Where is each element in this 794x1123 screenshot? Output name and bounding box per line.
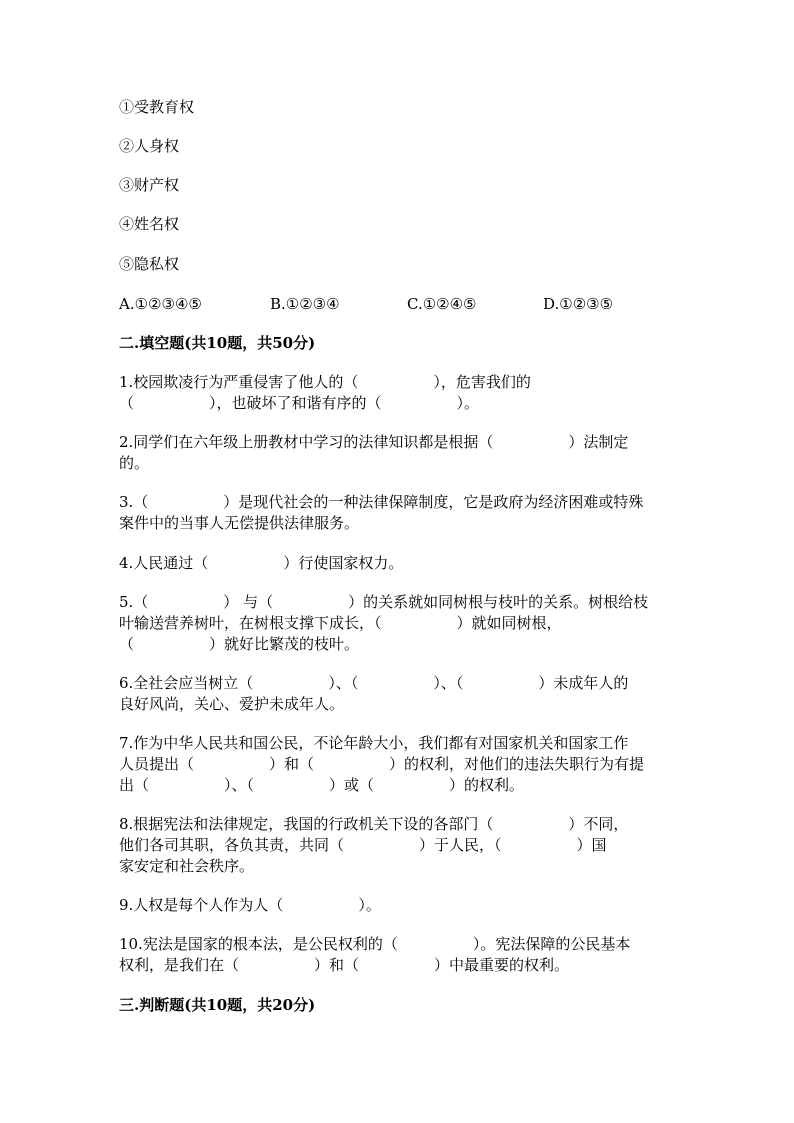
choice-option-a: A.①②③④⑤ bbox=[119, 295, 202, 313]
question-line: 他们各司其职，各负其责，共同（ ）于人民，（ ）国 bbox=[119, 836, 607, 854]
choice-item: ④姓名权 bbox=[119, 215, 180, 233]
choice-item: ②人身权 bbox=[119, 137, 180, 155]
question-line: 4.人民通过（ ）行使国家权力。 bbox=[119, 554, 404, 572]
section-title: 三.判断题(共10题，共20分) bbox=[119, 996, 316, 1014]
question-line: 人员提出（ ）和（ ）的权利，对他们的违法失职行为有提 bbox=[119, 755, 645, 773]
question-line: 5.（ ） 与（ ）的关系就如同树根与枝叶的关系。树根给枝 bbox=[119, 593, 649, 611]
question-line: （ ）就好比繁茂的枝叶。 bbox=[119, 635, 360, 653]
question-line: 出（ ）、（ ）或（ ）的权利。 bbox=[119, 776, 525, 794]
choice-item: ③财产权 bbox=[119, 176, 180, 194]
choice-item: ①受教育权 bbox=[119, 98, 195, 116]
question-line: 叶输送营养树叶，在树根支撑下成长，（ ）就如同树根， bbox=[119, 614, 562, 632]
question-line: 案件中的当事人无偿提供法律服务。 bbox=[119, 514, 360, 532]
question-line: 6.全社会应当树立（ ）、（ ）、（ ）未成年人的 bbox=[119, 674, 629, 692]
question-line: 3.（ ）是现代社会的一种法律保障制度，它是政府为经济困难或特殊 bbox=[119, 493, 644, 511]
choice-item: ⑤隐私权 bbox=[119, 255, 180, 273]
question-line: 权利，是我们在（ ）和（ ）中最重要的权利。 bbox=[119, 956, 570, 974]
choice-option-c: C.①②④⑤ bbox=[407, 295, 477, 313]
choice-option-d: D.①②③⑤ bbox=[543, 295, 614, 313]
question-line: 2.同学们在六年级上册教材中学习的法律知识都是根据（ ）法制定 bbox=[119, 433, 629, 451]
question-line: 1.校园欺凌行为严重侵害了他人的（ ），危害我们的 bbox=[119, 373, 531, 391]
question-line: 9.人权是每个人作为人（ ）。 bbox=[119, 896, 381, 914]
choice-option-b: B.①②③④ bbox=[270, 295, 340, 313]
question-line: 良好风尚，关心、爱护未成年人。 bbox=[119, 695, 345, 713]
question-line: （ ），也破坏了和谐有序的（ ）。 bbox=[119, 394, 480, 412]
question-line: 的。 bbox=[119, 454, 150, 472]
choice-options-row bbox=[119, 294, 679, 314]
question-line: 7.作为中华人民共和国公民，不论年龄大小，我们都有对国家机关和国家工作 bbox=[119, 734, 629, 752]
question-line: 10.宪法是国家的根本法，是公民权利的（ ）。宪法保障的公民基本 bbox=[119, 935, 631, 953]
section-title: 二.填空题(共10题，共50分) bbox=[119, 334, 316, 352]
question-line: 家安定和社会秩序。 bbox=[119, 857, 255, 875]
question-line: 8.根据宪法和法律规定，我国的行政机关下设的各部门（ ）不同， bbox=[119, 815, 629, 833]
